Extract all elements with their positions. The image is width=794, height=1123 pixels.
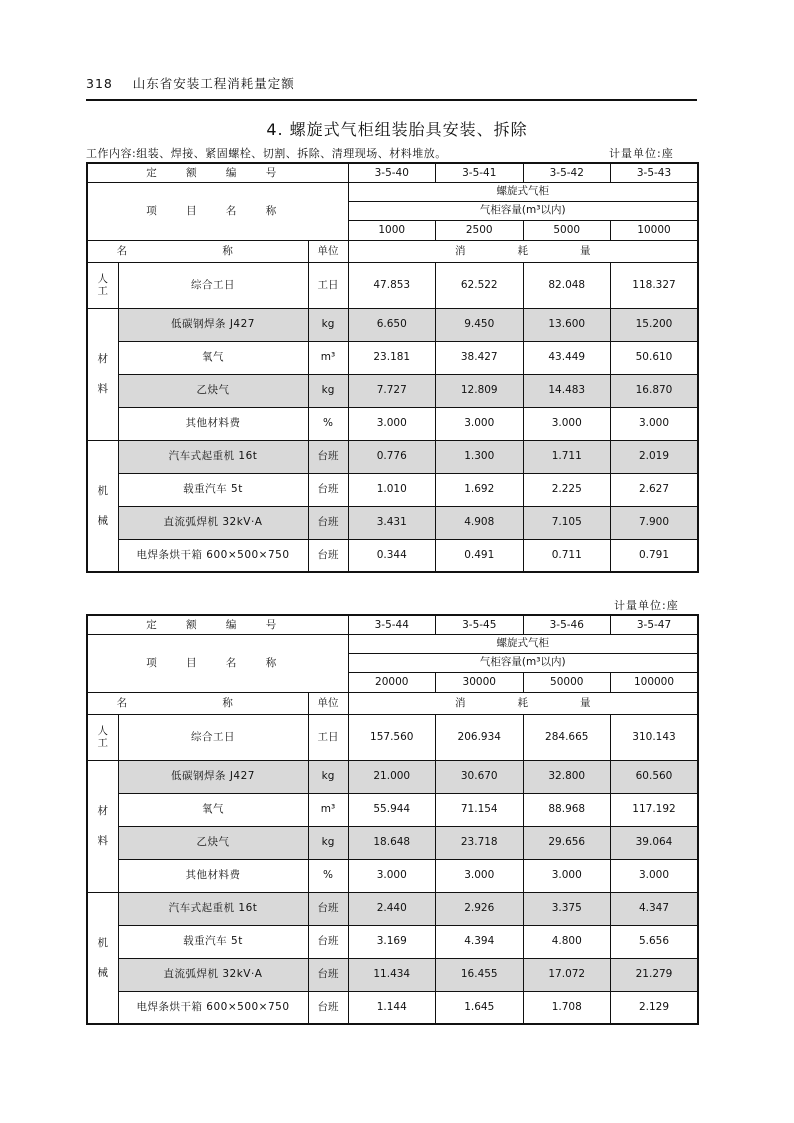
consumption-value: 18.648 [348,826,436,859]
consumption-value: 60.560 [611,760,699,793]
table-row [87,308,698,341]
resource-name: 氧气 [118,793,308,826]
category-char: 料 [97,383,108,395]
item-name-label: 项 目 名 称 [87,634,348,692]
name-header: 名 称 [87,692,308,714]
consumption-value: 3.000 [523,859,611,892]
quota-code: 3-5-44 [348,615,436,634]
consumption-value: 23.181 [348,341,436,374]
consumption-value: 0.711 [523,539,611,572]
consumption-value: 157.560 [348,714,436,760]
capacity-value: 20000 [348,672,436,692]
consumption-value: 30.670 [436,760,524,793]
consumption-value: 3.000 [436,859,524,892]
column-header-row [87,240,698,262]
quota-code-label: 定 额 编 号 [87,615,348,634]
consumption-value: 21.000 [348,760,436,793]
category-cell [87,440,118,572]
consumption-value: 21.279 [611,958,699,991]
table-row [87,374,698,407]
table-row [87,407,698,440]
consumption-value: 6.650 [348,308,436,341]
resource-unit: 台班 [308,991,348,1024]
page-number: 318 [86,76,113,91]
category-cell [87,760,118,892]
category-char: 材 [97,352,108,365]
consumption-header [348,240,698,262]
consumption-value: 11.434 [348,958,436,991]
consumption-value: 1.010 [348,473,436,506]
category-char: 材 [97,804,108,817]
table-row [87,262,698,308]
table-row [87,991,698,1024]
category-cell [87,262,118,308]
consumption-value: 0.491 [436,539,524,572]
consumption-char: 消 [455,696,466,709]
consumption-value: 284.665 [523,714,611,760]
table-row [87,473,698,506]
resource-name: 载重汽车 5t [118,925,308,958]
consumption-value: 0.776 [348,440,436,473]
consumption-value: 1.300 [436,440,524,473]
category-cell [87,308,118,440]
capacity-value: 2500 [436,220,524,240]
consumption-value: 4.394 [436,925,524,958]
consumption-value: 9.450 [436,308,524,341]
consumption-value: 47.853 [348,262,436,308]
consumption-value: 12.809 [436,374,524,407]
consumption-value: 206.934 [436,714,524,760]
quota-code: 3-5-41 [436,163,524,182]
consumption-value: 82.048 [523,262,611,308]
item-name-label: 项 目 名 称 [87,182,348,240]
consumption-value: 15.200 [611,308,699,341]
resource-unit: m³ [308,793,348,826]
consumption-value: 3.000 [611,407,699,440]
category-char: 人 [97,272,108,285]
capacity-value: 50000 [523,672,611,692]
type-label: 螺旋式气柜 [348,634,698,653]
category-char: 料 [97,835,108,847]
consumption-value: 16.455 [436,958,524,991]
table-row [87,341,698,374]
category-char: 人 [97,724,108,737]
quota-code: 3-5-42 [523,163,611,182]
resource-name: 电焊条烘干箱 600×500×750 [118,539,308,572]
resource-unit: m³ [308,341,348,374]
consumption-value: 32.800 [523,760,611,793]
consumption-value: 2.926 [436,892,524,925]
unit-label-1: 计量单位:座 [609,147,674,160]
consumption-char: 耗 [517,696,528,709]
consumption-value: 3.000 [348,859,436,892]
consumption-value: 3.169 [348,925,436,958]
resource-name: 氧气 [118,341,308,374]
consumption-value: 3.000 [436,407,524,440]
consumption-value: 7.105 [523,506,611,539]
quota-table-1 [86,162,699,573]
category-char: 工 [97,737,108,749]
capacity-value: 10000 [611,220,699,240]
header-rule [86,99,697,101]
resource-unit: 台班 [308,958,348,991]
capacity-value: 5000 [523,220,611,240]
category-char: 械 [97,514,108,527]
resource-name: 直流弧焊机 32kV·A [118,506,308,539]
resource-unit: kg [308,374,348,407]
consumption-value: 62.522 [436,262,524,308]
resource-unit: 台班 [308,539,348,572]
consumption-value: 118.327 [611,262,699,308]
consumption-char: 量 [580,244,591,257]
type-row [87,634,698,653]
consumption-value: 3.000 [348,407,436,440]
table-row [87,958,698,991]
consumption-value: 2.627 [611,473,699,506]
consumption-value: 7.900 [611,506,699,539]
consumption-value: 13.600 [523,308,611,341]
quota-code: 3-5-47 [611,615,699,634]
consumption-value: 310.143 [611,714,699,760]
resource-name: 低碳钢焊条 J427 [118,760,308,793]
table-row [87,539,698,572]
consumption-value: 4.800 [523,925,611,958]
consumption-value: 29.656 [523,826,611,859]
consumption-header [348,692,698,714]
quota-code-label: 定 额 编 号 [87,163,348,182]
consumption-value: 1.692 [436,473,524,506]
resource-name: 其他材料费 [118,407,308,440]
resource-name: 载重汽车 5t [118,473,308,506]
category-cell [87,892,118,1024]
consumption-value: 0.791 [611,539,699,572]
code-row [87,163,698,182]
work-content: 工作内容:组装、焊接、紧固螺栓、切割、拆除、清理现场、材料堆放。 [86,147,447,160]
consumption-value: 14.483 [523,374,611,407]
table-row [87,925,698,958]
section-title: 4. 螺旋式气柜组装胎具安装、拆除 [266,120,528,139]
table-row [87,714,698,760]
resource-unit: 台班 [308,473,348,506]
consumption-value: 2.225 [523,473,611,506]
capacity-value: 30000 [436,672,524,692]
resource-name: 其他材料费 [118,859,308,892]
category-char: 工 [97,285,108,297]
consumption-value: 1.645 [436,991,524,1024]
category-char: 机 [97,936,108,949]
consumption-value: 3.375 [523,892,611,925]
resource-unit: kg [308,826,348,859]
consumption-value: 0.344 [348,539,436,572]
consumption-value: 43.449 [523,341,611,374]
consumption-value: 5.656 [611,925,699,958]
consumption-value: 23.718 [436,826,524,859]
resource-unit: 台班 [308,892,348,925]
capacity-value: 1000 [348,220,436,240]
consumption-char: 量 [580,696,591,709]
resource-name: 综合工日 [118,714,308,760]
category-cell [87,714,118,760]
consumption-value: 2.019 [611,440,699,473]
table-row [87,826,698,859]
unit-header: 单位 [308,692,348,714]
quota-code: 3-5-40 [348,163,436,182]
resource-name: 汽车式起重机 16t [118,440,308,473]
capacity-value: 100000 [611,672,699,692]
quota-table-2 [86,614,699,1025]
consumption-value: 3.000 [611,859,699,892]
page-header [86,74,295,92]
consumption-char: 耗 [517,244,528,257]
consumption-value: 1.711 [523,440,611,473]
resource-unit: % [308,407,348,440]
resource-unit: kg [308,760,348,793]
consumption-value: 3.000 [523,407,611,440]
consumption-value: 3.431 [348,506,436,539]
quota-code: 3-5-46 [523,615,611,634]
consumption-value: 17.072 [523,958,611,991]
table-row [87,440,698,473]
type-label: 螺旋式气柜 [348,182,698,201]
resource-name: 乙炔气 [118,826,308,859]
resource-unit: % [308,859,348,892]
capacity-label: 气柜容量(m³以内) [348,653,698,672]
type-row [87,182,698,201]
resource-unit: 台班 [308,440,348,473]
table-row [87,793,698,826]
column-header-row [87,692,698,714]
consumption-value: 16.870 [611,374,699,407]
resource-unit: 工日 [308,262,348,308]
consumption-value: 39.064 [611,826,699,859]
resource-name: 电焊条烘干箱 600×500×750 [118,991,308,1024]
consumption-value: 1.708 [523,991,611,1024]
code-row [87,615,698,634]
name-header: 名 称 [87,240,308,262]
unit-header: 单位 [308,240,348,262]
consumption-value: 71.154 [436,793,524,826]
resource-name: 乙炔气 [118,374,308,407]
capacity-label: 气柜容量(m³以内) [348,201,698,220]
consumption-value: 2.440 [348,892,436,925]
consumption-value: 4.347 [611,892,699,925]
table-row [87,892,698,925]
consumption-value: 2.129 [611,991,699,1024]
table-row [87,506,698,539]
consumption-value: 7.727 [348,374,436,407]
resource-unit: kg [308,308,348,341]
unit-label-2: 计量单位:座 [614,599,679,612]
resource-unit: 工日 [308,714,348,760]
consumption-char: 消 [455,244,466,257]
consumption-value: 1.144 [348,991,436,1024]
resource-name: 汽车式起重机 16t [118,892,308,925]
consumption-value: 55.944 [348,793,436,826]
quota-code: 3-5-43 [611,163,699,182]
category-char: 械 [97,966,108,979]
consumption-value: 50.610 [611,341,699,374]
resource-name: 低碳钢焊条 J427 [118,308,308,341]
quota-code: 3-5-45 [436,615,524,634]
resource-name: 综合工日 [118,262,308,308]
consumption-value: 88.968 [523,793,611,826]
resource-unit: 台班 [308,925,348,958]
resource-name: 直流弧焊机 32kV·A [118,958,308,991]
category-char: 机 [97,484,108,497]
table-row [87,760,698,793]
consumption-value: 117.192 [611,793,699,826]
consumption-value: 38.427 [436,341,524,374]
resource-unit: 台班 [308,506,348,539]
table-row [87,859,698,892]
consumption-value: 4.908 [436,506,524,539]
book-title: 山东省安装工程消耗量定额 [132,76,295,91]
